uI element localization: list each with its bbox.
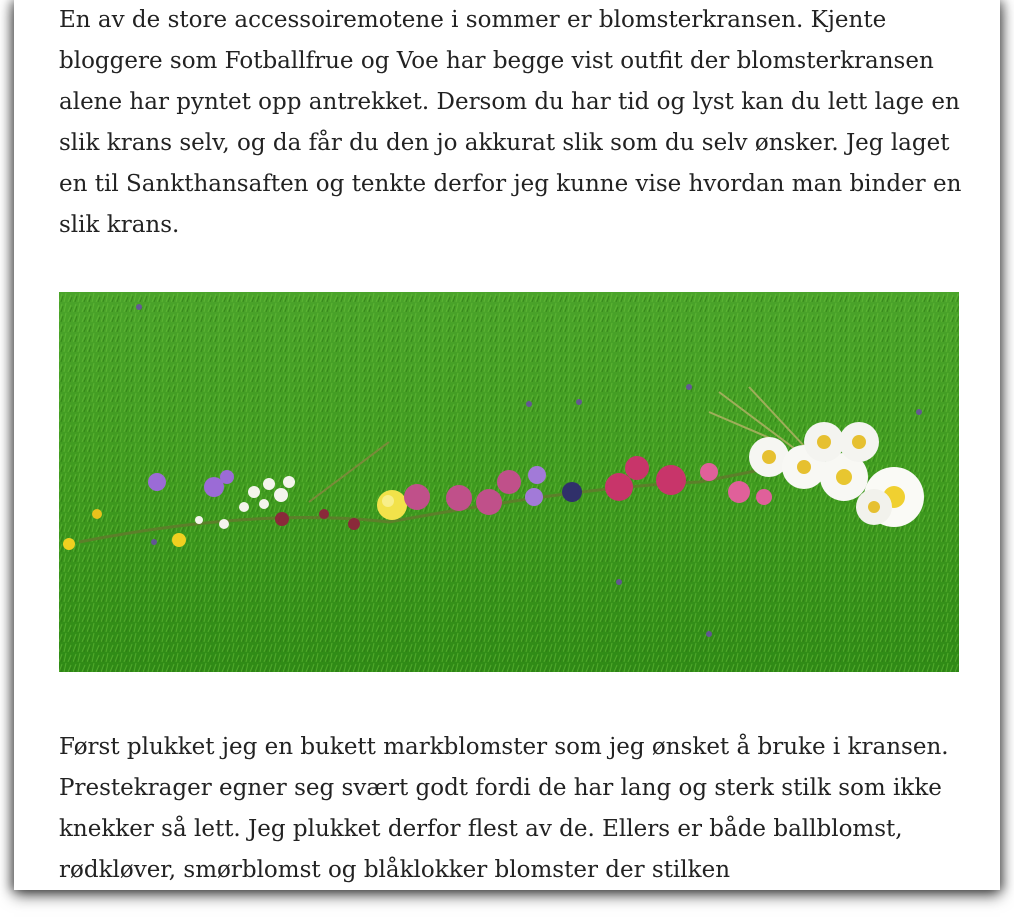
article-page (14, 0, 1000, 890)
article-paragraph-intro: En av de store accessoiremotene i sommer er blomsterkransen. Kjente bloggere som Fotballfrue og Voe har begge vist outfit der blomsterkransen alene har pyntet opp antrekket. Dersom du har tid og lyst kan du lett lage en slik krans selv, og da får du den jo akkurat slik som du selv ønsker. Jeg laget en til Sankthansaften og tenkte derfor jeg kunne vise hvordan man binder en slik krans. (59, 7, 962, 238)
flower-wreath-photo (59, 292, 959, 672)
article-paragraph-steps: Først plukket jeg en bukett markblomster som jeg ønsket å bruke i kransen. Prestekrager egner seg svært godt fordi de har lang og sterk stilk som ikke knekker så lett. Jeg plukket derfor flest av de. Ellers er både ballblomst, rødkløver, smørblomst og blåklokker blomster der stilken (59, 734, 949, 883)
